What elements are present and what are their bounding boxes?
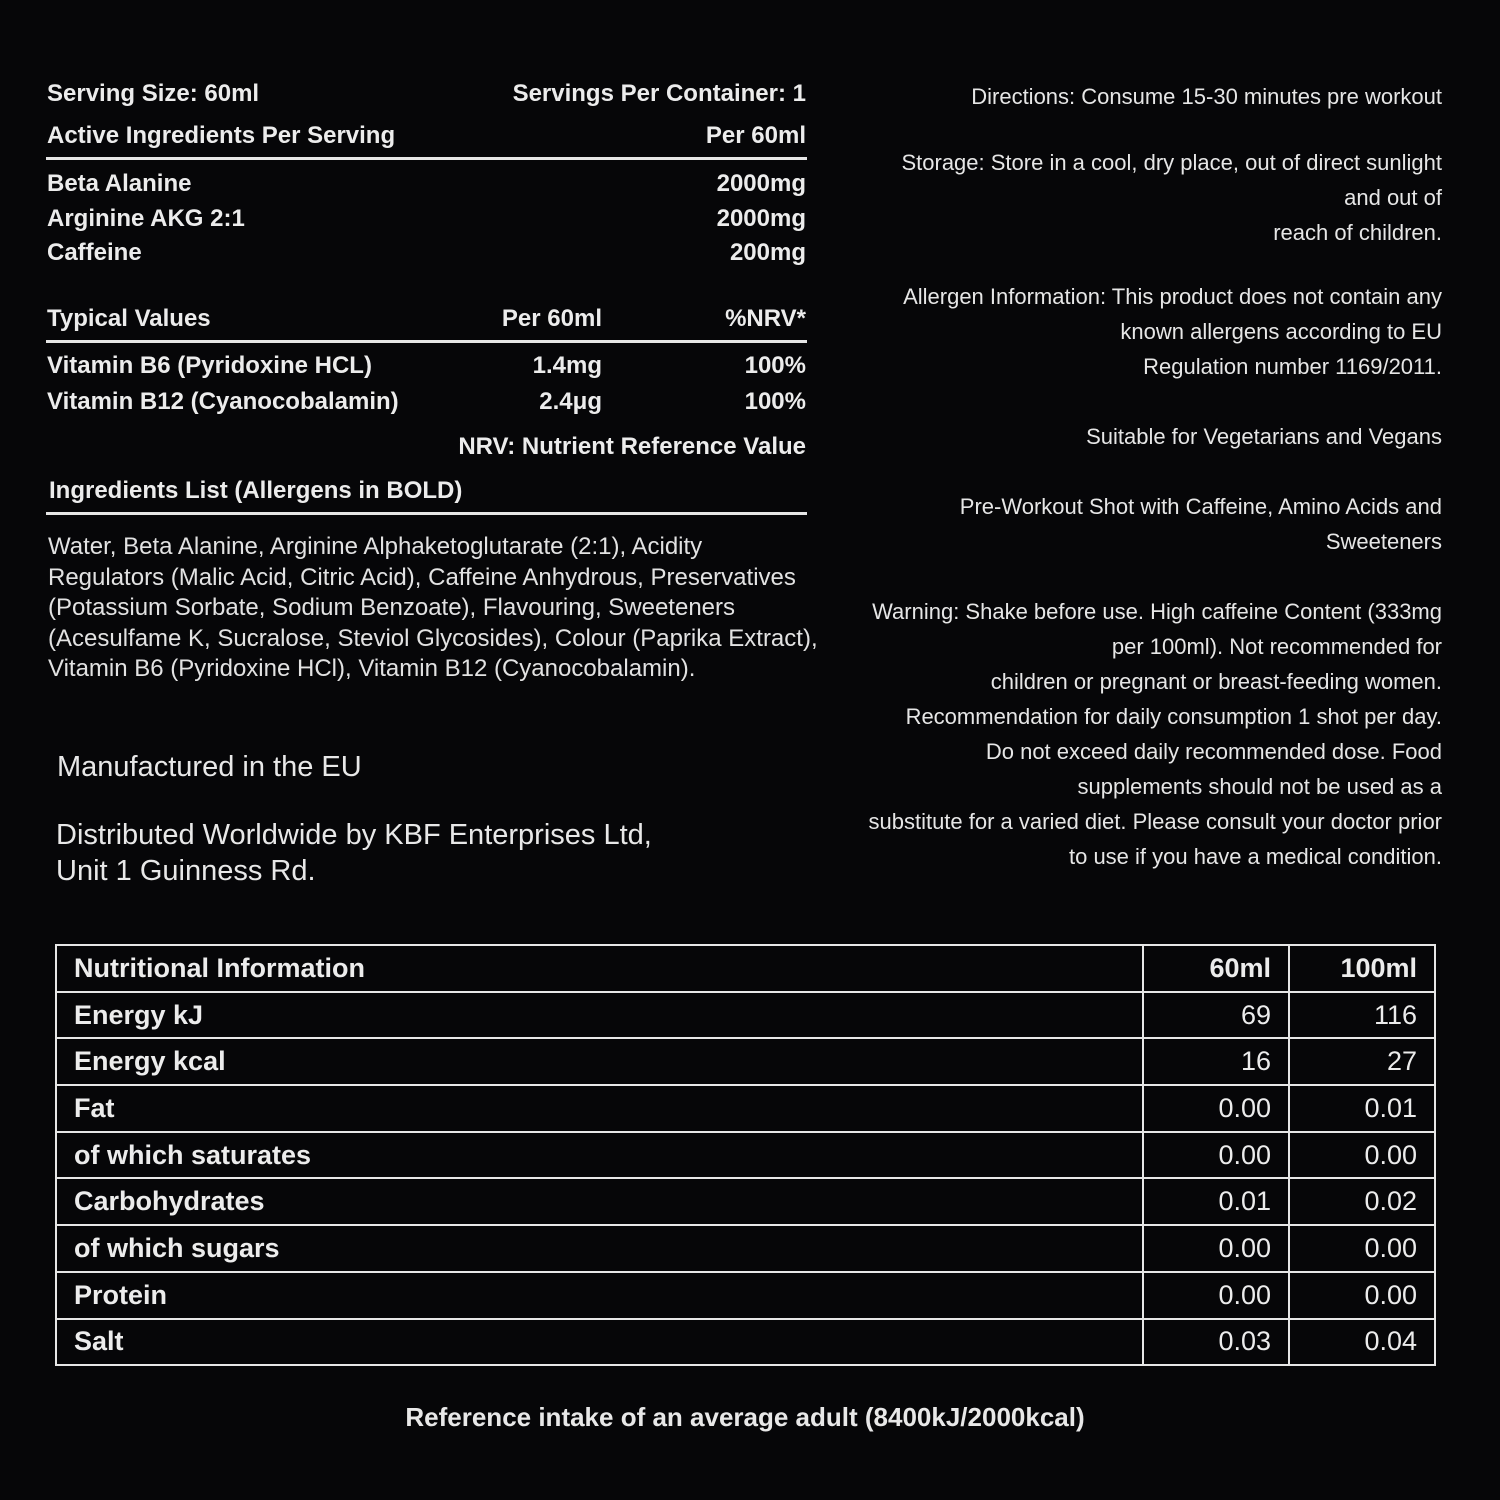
- nutrient-name: Carbohydrates: [56, 1178, 1143, 1225]
- nutrient-name: Energy kcal: [56, 1038, 1143, 1085]
- vitamin-nrv: 100%: [744, 352, 806, 379]
- vitamin-amount: 2.4μg: [539, 388, 602, 415]
- manufactured-text: Manufactured in the EU: [57, 751, 362, 783]
- distributor-address: Unit 1 Guinness Rd.: [56, 855, 316, 887]
- warning: [802, 594, 1442, 874]
- nutrition-table: [55, 944, 1436, 1366]
- warning-line: substitute for a varied diet. Please consult your doctor prior: [868, 809, 1442, 834]
- active-ingredient-name: Beta Alanine: [47, 170, 192, 197]
- table-row: [56, 1038, 1435, 1085]
- storage-line: Storage: Store in a cool, dry place, out of direct sunlight: [901, 150, 1442, 175]
- value-60ml: 0.01: [1143, 1178, 1289, 1225]
- suitability-text: Suitable for Vegetarians and Vegans: [1086, 424, 1442, 449]
- table-row: [56, 1085, 1435, 1132]
- ingredients-header: [49, 477, 462, 505]
- table-row: [56, 1225, 1435, 1272]
- nutrient-name: of which saturates: [56, 1132, 1143, 1179]
- nutrient-name: Protein: [56, 1272, 1143, 1319]
- value-60ml: 16: [1143, 1038, 1289, 1085]
- value-100ml: 27: [1289, 1038, 1435, 1085]
- warning-line: children or pregnant or breast-feeding women.: [990, 669, 1442, 694]
- nutrition-header: Nutritional Information: [56, 945, 1143, 992]
- value-60ml: 0.03: [1143, 1319, 1289, 1366]
- allergen-info: [822, 279, 1442, 384]
- active-ingredient-amount: 200mg: [729, 239, 806, 266]
- serving-size: Serving Size: 60ml: [47, 80, 260, 107]
- value-100ml: 116: [1289, 992, 1435, 1039]
- value-100ml: 0.01: [1289, 1085, 1435, 1132]
- directions: [822, 79, 1442, 114]
- active-ingredient-name: Arginine AKG 2:1: [47, 205, 245, 232]
- warning-line: per 100ml). Not recommended for: [1111, 634, 1442, 659]
- value-100ml: 0.00: [1289, 1225, 1435, 1272]
- allergen-line: known allergens according to EU: [1120, 319, 1442, 344]
- divider: [46, 157, 807, 160]
- directions-text: Directions: Consume 15-30 minutes pre workout: [971, 84, 1442, 109]
- table-header-row: [56, 945, 1435, 992]
- nutrient-name: Salt: [56, 1319, 1143, 1366]
- active-ingredient-amount: 2000mg: [716, 170, 806, 197]
- value-100ml: 0.04: [1289, 1319, 1435, 1366]
- table-row: [56, 1272, 1435, 1319]
- column-60ml: 60ml: [1143, 945, 1289, 992]
- vitamin-nrv: 100%: [744, 388, 806, 415]
- typical-values-header: Typical Values: [47, 305, 211, 332]
- nutrient-name: Energy kJ: [56, 992, 1143, 1039]
- value-100ml: 0.02: [1289, 1178, 1435, 1225]
- table-row: [56, 992, 1435, 1039]
- storage: [822, 145, 1442, 250]
- nrv-header: %NRV*: [725, 305, 806, 332]
- active-per-header: Per 60ml: [705, 122, 806, 149]
- vitamin-amount: 1.4mg: [532, 352, 602, 379]
- vitamin-name: Vitamin B12 (Cyanocobalamin): [47, 388, 399, 415]
- nutrient-name: of which sugars: [56, 1225, 1143, 1272]
- warning-line: supplements should not be used as a: [1077, 774, 1442, 799]
- allergen-line: Allergen Information: This product does not contain any: [903, 284, 1442, 309]
- ingredients-list: Water, Beta Alanine, Arginine Alphaketoglutarate (2:1), Acidity Regulators (Malic Acid, Citric Acid), Caffeine Anhydrous, Preservatives (Potassium Sorbate, Sodium Benzoate), Flavouring, Sweeteners (Acesulfame K, Sucralose, Steviol Glycosides), Colour (Paprika Extract), Vitamin B6 (Pyridoxine HCl), Vitamin B12 (Cyanocobalamin).: [48, 533, 818, 683]
- ingredients-header-bold: BOLD: [386, 477, 455, 504]
- product-description: [822, 489, 1442, 559]
- table-row: [56, 1319, 1435, 1366]
- warning-line: Warning: Shake before use. High caffeine Content (333mg: [872, 599, 1442, 624]
- ingredients-header-text: Ingredients List (Allergens in: [49, 477, 387, 504]
- value-100ml: 0.00: [1289, 1132, 1435, 1179]
- nutrient-name: Fat: [56, 1085, 1143, 1132]
- table-row: [56, 1178, 1435, 1225]
- active-ingredients-header: Active Ingredients Per Serving: [47, 122, 396, 149]
- warning-line: Recommendation for daily consumption 1 shot per day.: [905, 704, 1442, 729]
- ingredients-header-close: ): [454, 477, 463, 504]
- value-100ml: 0.00: [1289, 1272, 1435, 1319]
- warning-line: to use if you have a medical condition.: [1068, 844, 1442, 869]
- value-60ml: 0.00: [1143, 1225, 1289, 1272]
- active-ingredient-amount: 2000mg: [716, 205, 806, 232]
- active-ingredient-name: Caffeine: [47, 239, 142, 266]
- servings-per-container: Servings Per Container: 1: [512, 80, 806, 107]
- suitability: [822, 419, 1442, 454]
- value-60ml: 0.00: [1143, 1085, 1289, 1132]
- vitamin-name: Vitamin B6 (Pyridoxine HCL): [47, 352, 372, 379]
- storage-line: and out of: [1344, 185, 1442, 210]
- nrv-note: NRV: Nutrient Reference Value: [458, 433, 806, 460]
- storage-line: reach of children.: [1273, 220, 1442, 245]
- value-60ml: 69: [1143, 992, 1289, 1039]
- typical-per-header: Per 60ml: [501, 305, 602, 332]
- table-row: [56, 1132, 1435, 1179]
- distributor-line: Distributed Worldwide by KBF Enterprises Ltd,: [56, 819, 652, 851]
- warning-line: Do not exceed daily recommended dose. Food: [985, 739, 1442, 764]
- value-60ml: 0.00: [1143, 1272, 1289, 1319]
- value-60ml: 0.00: [1143, 1132, 1289, 1179]
- column-100ml: 100ml: [1289, 945, 1435, 992]
- product-line: Sweeteners: [1325, 529, 1442, 554]
- divider: [46, 340, 807, 343]
- divider: [46, 512, 807, 515]
- allergen-line: Regulation number 1169/2011.: [1143, 354, 1442, 379]
- reference-intake-note: Reference intake of an average adult (8400kJ/2000kcal): [405, 1402, 1085, 1432]
- product-line: Pre-Workout Shot with Caffeine, Amino Acids and: [959, 494, 1442, 519]
